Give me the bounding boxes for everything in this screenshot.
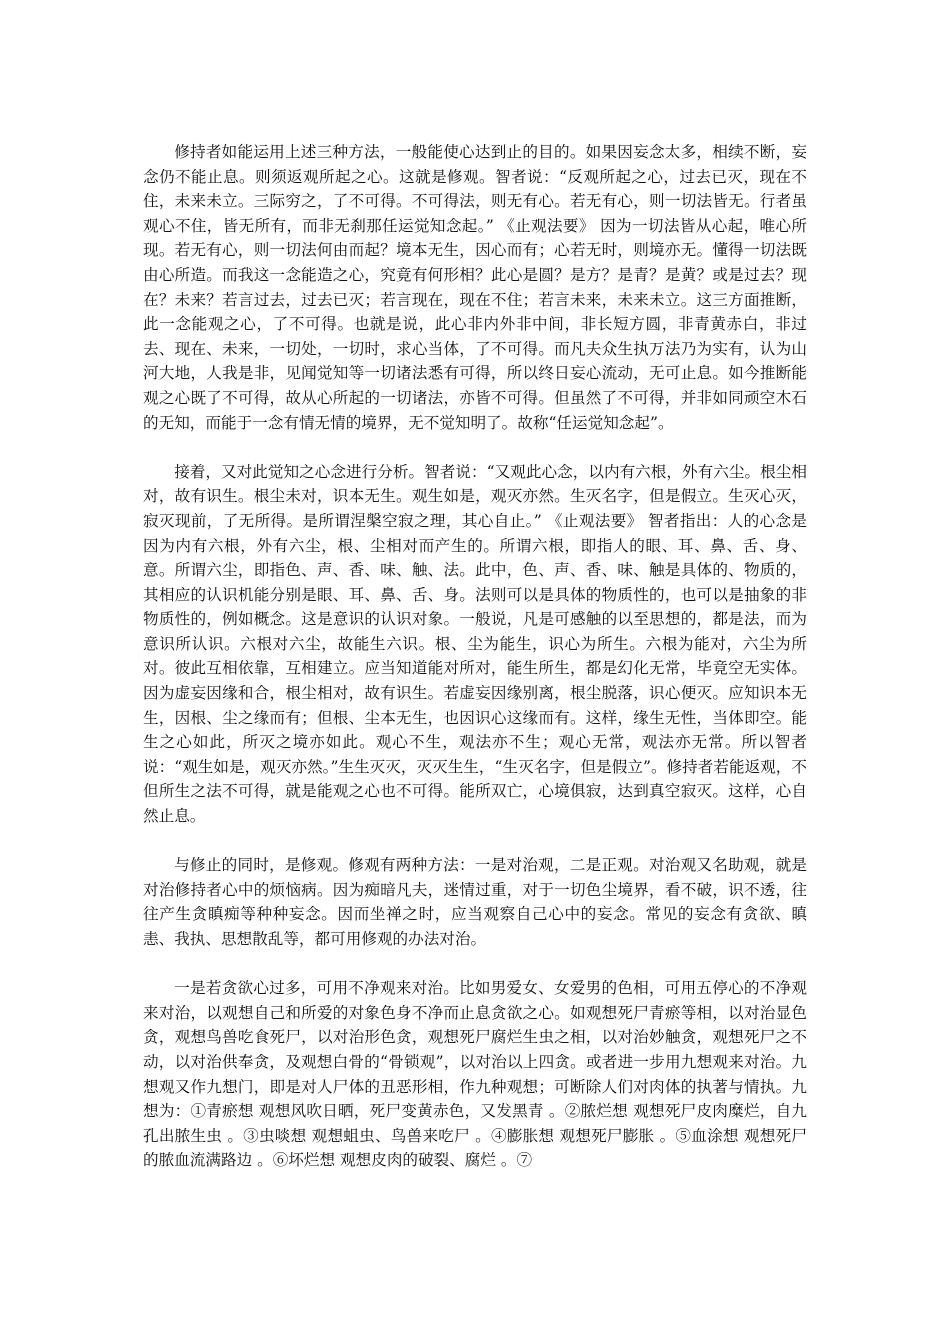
paragraph-2: 接着，又对此觉知之心念进行分析。智者说：“又观此心念，以内有六根，外有六尘。根尘相对，故有识生。根尘未对，识本无生。观生如是，观灭亦然。生灭名字，但是假立。生灭心灭，寂灭现前，了无所得。是所谓涅槃空寂之理，其心自止。” 《止观法要》 智者指出：人的心念是因为内有六根，外有六尘，根、尘相对而产生的。所谓六根，即指人的眼、耳、鼻、舌、身、意。所谓六尘，即指色、声、香、味、触、法。此中，色、声、香、味、触是具体的、物质的，其相应的认识机能分别是眼、耳、鼻、舌、身。法则可以是具体的物质性的，也可以是抽象的非物质性的，例如概念。这是意识的认识对象。一般说，凡是可感触的以至思想的，都是法，而为意识所认识。六根对六尘，故能生六识。根、尘为能生，识心为所生。六根为能对，六尘为所对。彼此互相依靠，互相建立。应当知道能对所对，能生所生，都是幻化无常，毕竟空无实体。因为虚妄因缘和合，根尘相对，故有识生。若虚妄因缘别离，根尘脱落，识心便灭。应知识本无生，因根、尘之缘而有；但根、尘本无生，也因识心这缘而有。这样，缘生无性，当体即空。能生之心如此，所灭之境亦如此。观心不生，观法亦不生；观心无常，观法亦无常。所以智者说：“观生如是，观灭亦然。”生生灭灭，灭灭生生，“生灭名字，但是假立”。修持者若能返观，不但所生之法不可得，就是能观之心也不可得。能所双亡，心境俱寂，达到真空寂灭。这样，心自然止息。 — [143, 462, 807, 826]
paragraph-4: 一是若贪欲心过多，可用不净观来对治。比如男爱女、女爱男的色相，可用五停心的不净观来对治，以观想自己和所爱的对象色身不净而止息贪欲之心。如观想死尸青瘀等相，以对治显色贪，观想鸟兽吃食死尸，以对治形色贪，观想死尸腐烂生虫之相，以对治妙触贪，观想死尸之不动，以对治供奉贪，及观想白骨的“骨锁观”，以对治以上四贪。或者进一步用九想观来对治。九想观又作九想门，即是对人尸体的丑恶形相，作九种观想；可断除人们对肉体的执著与情执。九想为：①青瘀想 观想风吹日晒，死尸变黄赤色，又发黑青 。②脓烂想 观想死尸皮肉糜烂，自九孔出脓生虫 。③虫啖想 观想蛆虫、鸟兽来吃尸 。④膨胀想 观想死尸膨胀 。⑤血涂想 观想死尸的脓血流满路边 。⑥坏烂想 观想皮肉的破裂、腐烂 。⑦ — [143, 979, 807, 1170]
paragraph-1: 修持者如能运用上述三种方法，一般能使心达到止的目的。如果因妄念太多，相续不断，妄念仍不能止息。则须返观所起之心。这就是修观。智者说：“反观所起之心，过去已灭，现在不住，未来未立。三际穷之，了不可得。不可得法，则无有心。若无有心，则一切法皆无。行者虽观心不住，皆无所有，而非无刹那任运觉知念起。” 《止观法要》 因为一切法皆从心起，唯心所现。若无有心，则一切法何由而起？境本无生，因心而有；心若无时，则境亦无。懂得一切法既由心所造。而我这一念能造之心，究竟有何形相？此心是圆？是方？是青？是黄？或是过去？现在？未来？若言过去，过去已灭；若言现在，现在不住；若言未来，未来未立。这三方面推断，此一念能观之心，了不可得。也就是说，此心非内外非中间，非长短方圆，非青黄赤白，非过去、现在、未来，一切处，一切时，求心当体，了不可得。而凡夫众生执万法乃为实有，认为山河大地，人我是非，见闻觉知等一切诸法悉有可得，所以终日妄心流动，无可止息。如今推断能观之心既了不可得，故从心所起的一切诸法，亦皆不可得。但虽然了不可得，并非如同顽空木石的无知，而能于一念有情无情的境界，无不觉知明了。故称“任运觉知念起”。 — [143, 143, 807, 432]
document-body — [143, 140, 807, 1198]
paragraph-3: 与修止的同时，是修观。修观有两种方法：一是对治观，二是正观。对治观又名助观，就是对治修持者心中的烦恼病。因为痴暗凡夫，迷情过重，对于一切色尘境界，看不破，识不透，往往产生贪瞋痴等种种妄念。因而坐禅之时，应当观察自己心中的妄念。常见的妄念有贪欲、瞋恚、我执、思想散乱等，都可用修观的办法对治。 — [143, 856, 807, 948]
